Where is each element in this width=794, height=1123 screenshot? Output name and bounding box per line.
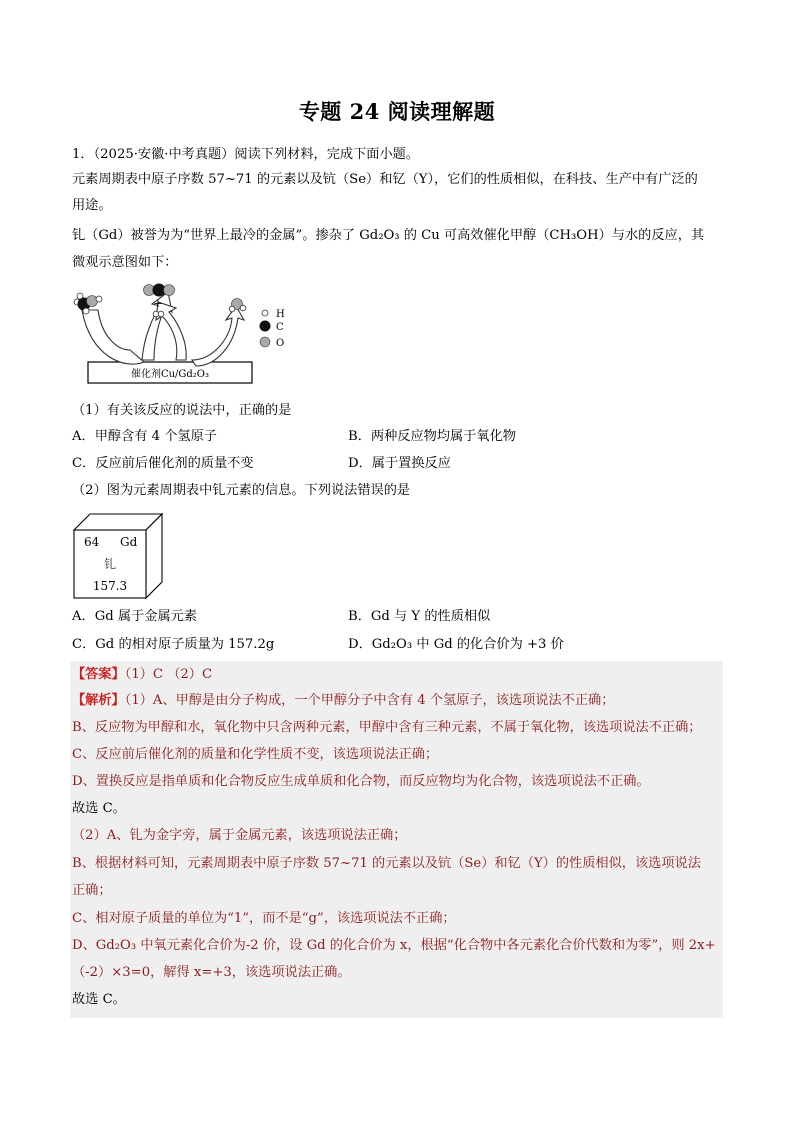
analysis-line-11: （-2）×3=0，解得 x=+3，该选项说法正确。 bbox=[72, 965, 351, 980]
svg-text:+: + bbox=[153, 297, 163, 310]
arrow-in-center-right bbox=[156, 302, 186, 360]
sub1-option-b: B．两种反应物均属于氧化物 bbox=[348, 429, 516, 444]
sub1-option-d: D．属于置换反应 bbox=[348, 456, 451, 471]
element-symbol: Gd bbox=[120, 535, 138, 549]
sub-question-2: （2）图为元素周期表中钆元素的信息。下列说法错误的是 bbox=[72, 483, 411, 498]
analysis-line-9: C、相对原子质量的单位为“1”，而不是“g”，该选项说法不正确； bbox=[72, 911, 456, 926]
legend-o-icon bbox=[260, 337, 270, 347]
sub2-option-a: A．Gd 属于金属元素 bbox=[72, 609, 198, 624]
sub2-option-c: C．Gd 的相对原子质量为 157.2g bbox=[72, 637, 275, 652]
svg-text:O: O bbox=[276, 338, 285, 349]
analysis-line-3: C、反应前后催化剂的质量和化学性质不变，该选项说法正确； bbox=[72, 747, 439, 762]
analysis-line-12: 故选 C。 bbox=[72, 992, 126, 1007]
material-line-1: 元素周期表中原子序数 57~71 的元素以及钪（Se）和钇（Y），它们的性质相似，在科技、生产中有广泛的 bbox=[72, 172, 698, 187]
sub2-option-b: B．Gd 与 Y 的性质相似 bbox=[348, 609, 491, 624]
atomic-mass: 157.3 bbox=[92, 579, 128, 593]
catalyst-label: 催化剂Cu/Gd₂O₃ bbox=[130, 369, 210, 380]
reaction-micro-diagram bbox=[72, 280, 302, 390]
analysis-line-2: B、反应物为甲醇和水，氧化物中只含两种元素，甲醇中含有三种元素，不属于氧化物，该选项说法不正确； bbox=[72, 720, 702, 735]
sub1-option-c: C．反应前后催化剂的质量不变 bbox=[72, 456, 254, 471]
analysis-line-10: D、Gd₂O₃ 中氧元素化合价为-2 价，设 Gd 的化合价为 x，根据“化合物中各元素化合价代数和为零”，则 2x+ bbox=[72, 938, 716, 953]
analysis-line-8: 正确； bbox=[72, 883, 112, 898]
atomic-number: 64 bbox=[84, 535, 100, 549]
analysis-line-7: B、根据材料可知，元素周期表中原子序数 57~71 的元素以及钪（Se）和钇（Y）的性质相似，该选项说法 bbox=[72, 856, 701, 871]
sub2-option-d: D．Gd₂O₃ 中 Gd 的化合价为 +3 价 bbox=[348, 637, 564, 652]
answer-line: 【答案】（1）C （2）C bbox=[72, 667, 213, 682]
sub1-option-a: A．甲醇含有 4 个氢原子 bbox=[72, 429, 217, 444]
analysis-line-5: 故选 C。 bbox=[72, 801, 126, 816]
arrow-out-right bbox=[192, 306, 244, 366]
page-title: 专题 24 阅读理解题 bbox=[298, 99, 496, 124]
svg-text:H: H bbox=[276, 309, 285, 320]
legend-h-icon bbox=[262, 310, 268, 316]
analysis-line-4: D、置换反应是指单质和化合物反应生成单质和化合物，而反应物均为化合物，该选项说法不正确。 bbox=[72, 774, 650, 789]
material-line-4: 微观示意图如下： bbox=[72, 255, 178, 270]
analysis-line-6: （2）A、钆为金字旁，属于金属元素，该选项说法正确； bbox=[72, 828, 407, 843]
periodic-element-cube bbox=[72, 512, 172, 602]
sub-question-1: （1）有关该反应的说法中，正确的是 bbox=[72, 403, 292, 418]
element-name: 钆 bbox=[103, 557, 117, 571]
svg-text:C: C bbox=[276, 322, 284, 333]
legend-c-icon bbox=[260, 321, 271, 332]
arrow-in-left bbox=[82, 310, 144, 364]
material-line-3: 钆（Gd）被誉为为“世界上最冷的金属”。掺杂了 Gd₂O₃ 的 Cu 可高效催化甲醇（CH₃OH）与水的反应，其 bbox=[72, 228, 705, 243]
question-header: 1．（2025·安徽·中考真题）阅读下列材料，完成下面小题。 bbox=[72, 147, 420, 162]
material-line-2: 用途。 bbox=[72, 198, 112, 213]
analysis-line-1: 【解析】（1）A、甲醇是由分子构成，一个甲醇分子中含有 4 个氢原子，该选项说法不正确； bbox=[72, 693, 615, 708]
